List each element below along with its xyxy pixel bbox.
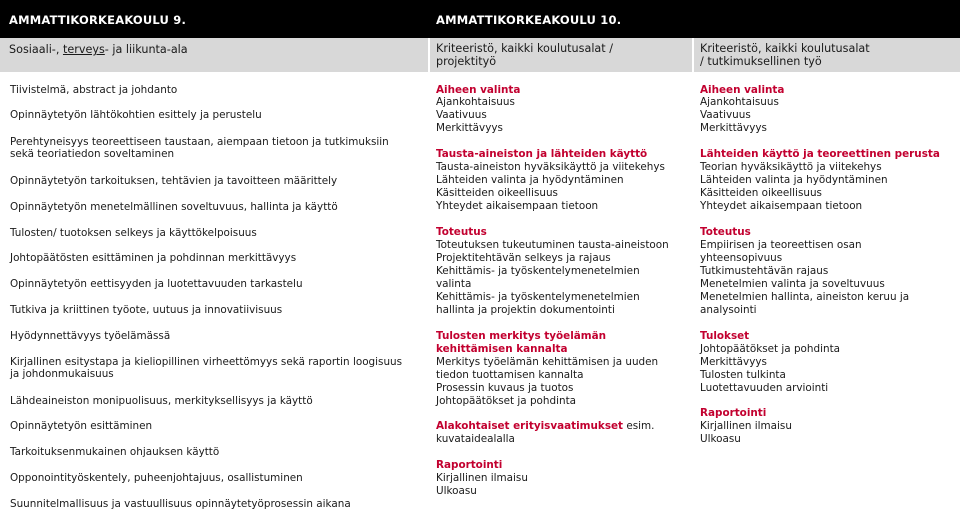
criterion: ja johdonmukaisuus	[10, 368, 114, 380]
title-bar	[0, 0, 960, 38]
section-heading: Lähteiden käyttö ja teoreettinen perusta	[700, 148, 940, 160]
section-heading: Aiheen valinta	[700, 84, 785, 96]
section-heading: kehittämisen kannalta	[436, 343, 568, 355]
criterion: Opinnäytetyön eettisyyden ja luotettavuuden tarkastelu	[10, 278, 303, 290]
criterion: Ulkoasu	[436, 485, 477, 497]
section-heading: Toteutus	[436, 226, 487, 238]
criterion: Vaativuus	[436, 109, 487, 121]
criterion: Opponointityöskentely, puheenjohtajuus, osallistuminen	[10, 472, 303, 484]
criterion: Tiivistelmä, abstract ja johdanto	[10, 84, 178, 96]
criterion: Merkittävyys	[700, 122, 767, 134]
heading-suffix: esim.	[623, 420, 655, 432]
col1-header-b: terveys	[62, 43, 105, 56]
criterion: Kehittämis- ja työskentelymenetelmien	[436, 265, 640, 277]
criterion: Johtopäätökset ja pohdinta	[436, 395, 577, 407]
col3-header-line2: / tutkimuksellinen työ	[700, 55, 822, 68]
criterion: Merkitys työelämän kehittämisen ja uuden	[436, 356, 659, 368]
criterion: Kehittämis- ja työskentelymenetelmien	[436, 291, 640, 303]
criterion: Teorian hyväksikäyttö ja viitekehys	[700, 161, 882, 173]
col1-header-a: Sosiaali-,	[9, 43, 63, 56]
criterion: Menetelmien hallinta, aineiston keruu ja	[700, 291, 910, 303]
criterion: Prosessin kuvaus ja tuotos	[436, 382, 574, 394]
criterion: Merkittävyys	[700, 356, 767, 368]
criterion: Johtopäätösten esittäminen ja pohdinnan merkittävyys	[10, 252, 297, 264]
criterion: Projektitehtävän selkeys ja rajaus	[436, 252, 611, 264]
criterion: Vaativuus	[700, 109, 751, 121]
header-right: AMMATTIKORKEAKOULU 10.	[436, 13, 622, 27]
criterion: Lähdeaineiston monipuolisuus, merkityksellisyys ja käyttö	[10, 395, 313, 407]
criterion: hallinta ja projektin dokumentointi	[436, 304, 615, 316]
criterion: Tarkoituksenmukainen ohjauksen käyttö	[10, 446, 220, 458]
criterion: Toteutuksen tukeutuminen tausta-aineistoon	[436, 239, 669, 251]
criterion: yhteensopivuus	[700, 252, 783, 264]
col1-header	[9, 43, 188, 56]
section-heading: Raportointi	[700, 407, 767, 419]
criterion: kuvataidealalla	[436, 433, 515, 445]
criterion: Yhteydet aikaisempaan tietoon	[700, 200, 863, 212]
criterion: Tulosten/ tuotoksen selkeys ja käyttökelpoisuus	[10, 227, 257, 239]
section-heading: Tausta-aineiston ja lähteiden käyttö	[436, 148, 648, 160]
criterion: Tutkiva ja kriittinen työote, uutuus ja innovatiivisuus	[10, 304, 283, 316]
criterion: Käsitteiden oikeellisuus	[436, 187, 558, 199]
col2-header	[436, 42, 613, 68]
criterion: Perehtyneisyys teoreettiseen taustaan, aiempaan tietoon ja tutkimuksiin	[10, 136, 389, 148]
criterion: Opinnäytetyön menetelmällinen soveltuvuus, hallinta ja käyttö	[10, 201, 338, 213]
criterion: Lähteiden valinta ja hyödyntäminen	[436, 174, 624, 186]
criterion: Empiirisen ja teoreettisen osan	[700, 239, 862, 251]
criterion: Ajankohtaisuus	[436, 96, 515, 108]
col2-header-line2: projektityö	[436, 55, 497, 68]
criterion: Lähteiden valinta ja hyödyntäminen	[700, 174, 888, 186]
criterion: Opinnäytetyön esittäminen	[10, 420, 153, 432]
section-heading: Raportointi	[436, 459, 503, 471]
criterion: Kirjallinen ilmaisu	[436, 472, 528, 484]
column-header-band	[0, 38, 960, 72]
col1-header-c: - ja liikunta-ala	[104, 43, 188, 56]
criterion: Tutkimustehtävän rajaus	[700, 265, 829, 277]
criterion: Menetelmien valinta ja soveltuvuus	[700, 278, 885, 290]
criterion: valinta	[436, 278, 472, 290]
criterion: tiedon tuottamisen kannalta	[436, 369, 584, 381]
criterion: Ajankohtaisuus	[700, 96, 779, 108]
col3-header-line1: Kriteeristö, kaikki koulutusalat	[700, 42, 870, 55]
criterion: Kirjallinen esitystapa ja kieliopillinen virheettömyys sekä raportin loogisuus	[10, 356, 403, 368]
section-heading: Aiheen valinta	[436, 84, 521, 96]
criterion: Tausta-aineiston hyväksikäyttö ja viitekehys	[436, 161, 665, 173]
section-heading: Tulokset	[700, 330, 750, 342]
section-heading-row	[436, 420, 654, 433]
criterion: Tulosten tulkinta	[700, 369, 786, 381]
section-heading: Tulosten merkitys työelämän	[436, 330, 607, 342]
section-heading: Toteutus	[700, 226, 751, 238]
criterion: Hyödynnettävyys työelämässä	[10, 330, 171, 342]
criterion: Käsitteiden oikeellisuus	[700, 187, 822, 199]
criterion: Luotettavuuden arviointi	[700, 382, 829, 394]
criterion: Opinnäytetyön tarkoituksen, tehtävien ja tavoitteen määrittely	[10, 175, 338, 187]
criterion: Johtopäätökset ja pohdinta	[700, 343, 841, 355]
column-divider	[428, 38, 430, 525]
criterion: Opinnäytetyön lähtökohtien esittely ja perustelu	[10, 109, 262, 121]
col3-header	[700, 42, 870, 68]
header-left: AMMATTIKORKEAKOULU 9.	[9, 13, 187, 27]
section-heading: Alakohtaiset erityisvaatimukset	[436, 420, 624, 432]
criterion: Suunnitelmallisuus ja vastuullisuus opinnäytetyöprosessin aikana	[10, 498, 351, 510]
column-divider	[692, 38, 694, 525]
criterion: Kirjallinen ilmaisu	[700, 420, 792, 432]
criterion: Merkittävyys	[436, 122, 503, 134]
col2-header-line1: Kriteeristö, kaikki koulutusalat /	[436, 42, 613, 55]
criterion: Yhteydet aikaisempaan tietoon	[436, 200, 599, 212]
criterion: analysointi	[700, 304, 757, 316]
criterion: sekä teoriatiedon soveltaminen	[10, 148, 175, 160]
criterion: Ulkoasu	[700, 433, 741, 445]
